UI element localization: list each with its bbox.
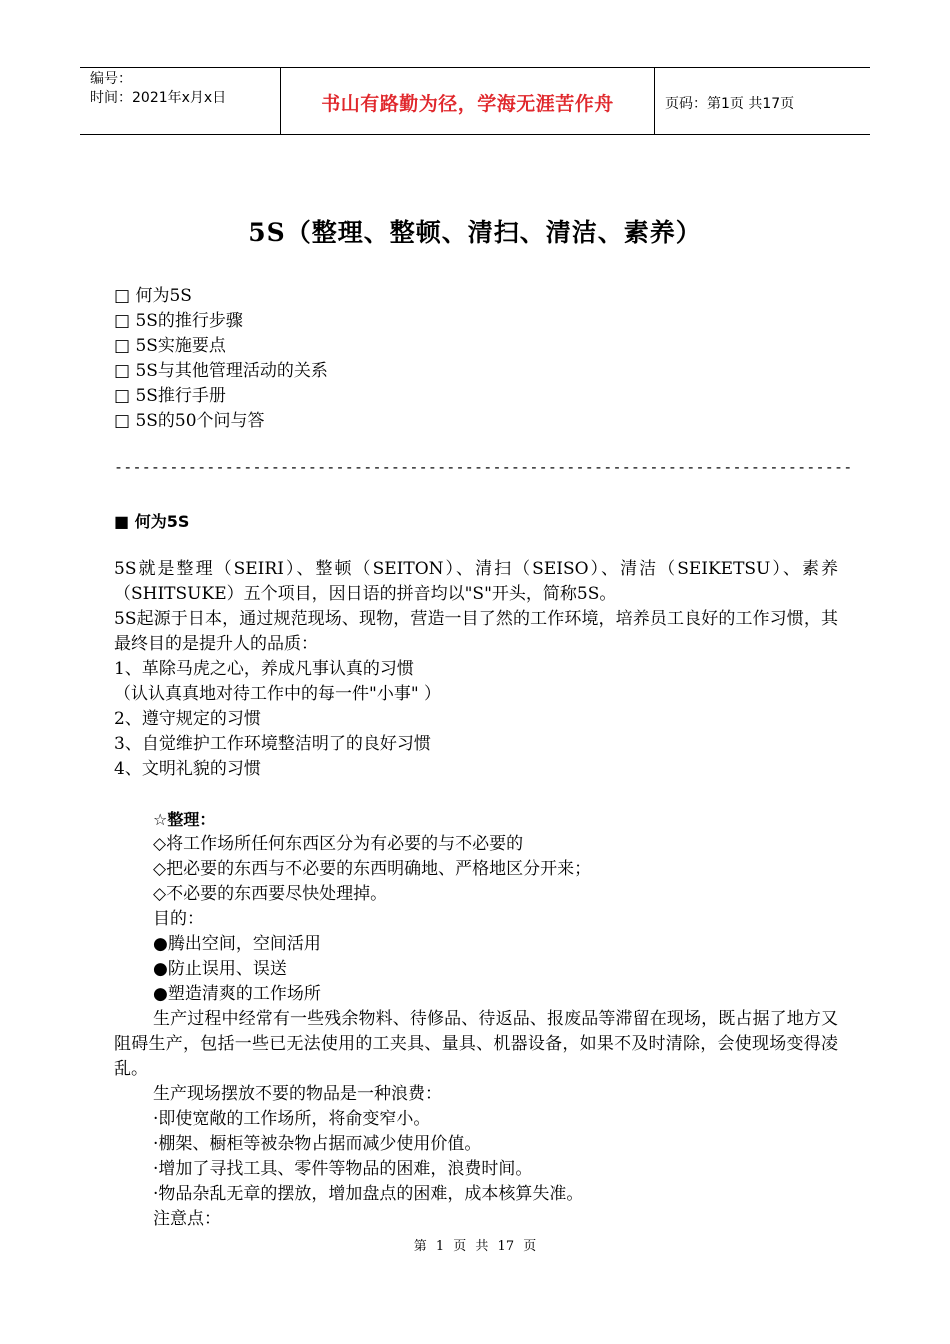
header-motto-cell bbox=[281, 68, 655, 134]
notes-label: 注意点： bbox=[153, 1209, 221, 1229]
toc-item[interactable]: □ 5S实施要点 bbox=[114, 336, 226, 356]
seiri-point: ◇不必要的东西要尽快处理掉。 bbox=[153, 884, 388, 904]
purpose-label: 目的： bbox=[153, 909, 204, 929]
header-info bbox=[80, 68, 281, 134]
waste-item: ·增加了寻找工具、零件等物品的困难，浪费时间。 bbox=[153, 1159, 533, 1179]
document-title: 5S（整理、整顿、清扫、清洁、素养） bbox=[248, 218, 702, 247]
separator-line: -------------------------------------------------------------------------------- bbox=[114, 458, 853, 476]
purpose-item: ●腾出空间，空间活用 bbox=[153, 934, 321, 954]
toc-item[interactable]: □ 5S的50个问与答 bbox=[114, 411, 265, 431]
table-of-contents bbox=[114, 284, 328, 434]
purpose-item: ●防止误用、误送 bbox=[153, 959, 287, 979]
section-heading: ■ 何为5S bbox=[114, 512, 190, 531]
list-item: 3、自觉维护工作环境整洁明了的良好习惯 bbox=[114, 734, 431, 754]
header-motto: 书山有路勤为径，学海无涯苦作舟 bbox=[321, 93, 614, 115]
toc-item[interactable]: □ 5S与其他管理活动的关系 bbox=[114, 361, 328, 381]
purpose-item: ●塑造清爽的工作场所 bbox=[153, 984, 321, 1004]
page-footer: 第 1 页 共 17 页 bbox=[413, 1239, 537, 1254]
waste-item: ·物品杂乱无章的摆放，增加盘点的困难，成本核算失准。 bbox=[153, 1184, 584, 1204]
seiri-point: ◇把必要的东西与不必要的东西明确地、严格地区分开来； bbox=[153, 859, 592, 879]
seiri-description: 生产过程中经常有一些残余物料、待修品、待返品、报废品等滞留在现场，既占据了地方又阻碍生产，包括一些已无法使用的工夹具、量具、机器设备，如果不及时清除，会使现场变得凌乱。 bbox=[114, 1009, 838, 1079]
document-time: 时间：2021年x月x日 bbox=[90, 90, 227, 106]
list-item: 1、革除马虎之心，养成凡事认真的习惯 bbox=[114, 659, 414, 679]
list-item: 4、文明礼貌的习惯 bbox=[114, 759, 261, 779]
toc-item[interactable]: □ 5S推行手册 bbox=[114, 386, 226, 406]
document-number: 编号： bbox=[90, 71, 132, 87]
seiri-heading: ☆整理： bbox=[153, 810, 216, 829]
section-body bbox=[114, 557, 838, 782]
list-item: 2、遵守规定的习惯 bbox=[114, 709, 261, 729]
waste-item: ·棚架、橱柜等被杂物占据而减少使用价值。 bbox=[153, 1134, 482, 1154]
seiri-section bbox=[114, 807, 838, 1232]
list-item-note: （认认真真地对待工作中的每一件"小事" ） bbox=[114, 684, 442, 704]
header-page-number: 页码：第1页 共17页 bbox=[665, 95, 795, 112]
toc-item[interactable]: □ 何为5S bbox=[114, 286, 192, 306]
toc-item[interactable]: □ 5S的推行步骤 bbox=[114, 311, 243, 331]
seiri-point: ◇将工作场所任何东西区分为有必要的与不必要的 bbox=[153, 834, 524, 854]
paragraph: 5S就是整理（SEIRI）、整顿（SEITON）、清扫（SEISO）、清洁（SEIKETSU）、素养（SHITSUKE）五个项目，因日语的拼音均以"S"开头，简称5S。 bbox=[114, 559, 838, 604]
waste-item: ·即使宽敞的工作场所，将俞变窄小。 bbox=[153, 1109, 431, 1129]
paragraph: 5S起源于日本，通过规范现场、现物，营造一目了然的工作环境，培养员工良好的工作习惯，其最终目的是提升人的品质： bbox=[114, 609, 838, 654]
page-header bbox=[80, 67, 870, 135]
waste-intro: 生产现场摆放不要的物品是一种浪费： bbox=[153, 1084, 442, 1104]
